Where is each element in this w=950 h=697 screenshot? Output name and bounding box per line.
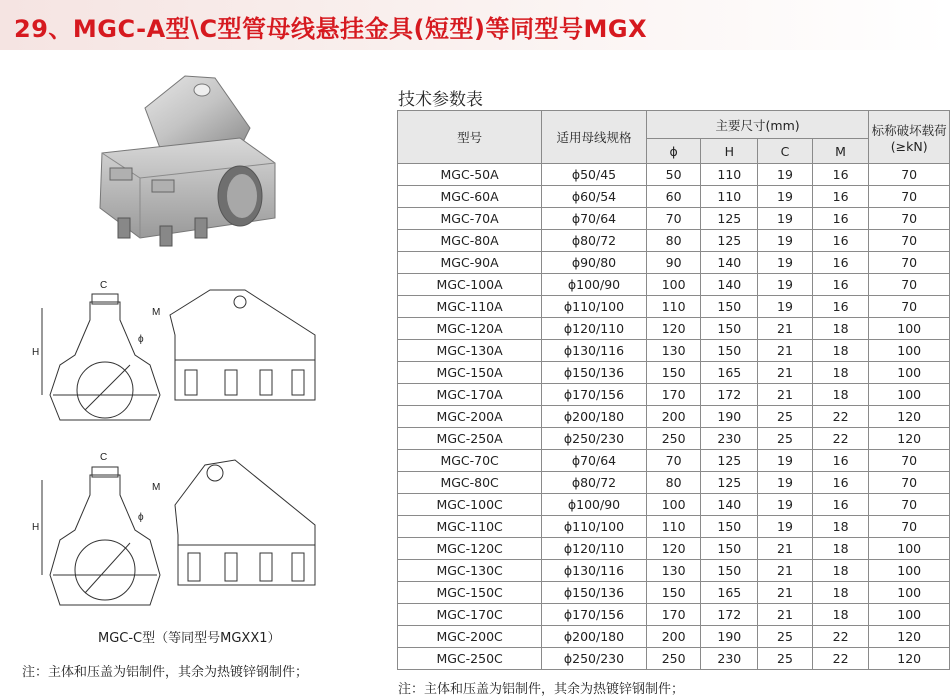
cell-h: 140	[701, 252, 758, 274]
cell-m: 18	[812, 582, 869, 604]
cell-busbar: ϕ90/80	[542, 252, 647, 274]
cell-h: 150	[701, 516, 758, 538]
title-banner	[0, 0, 950, 50]
cell-c: 25	[758, 626, 813, 648]
cell-phi: 50	[646, 164, 701, 186]
cell-m: 18	[812, 538, 869, 560]
cell-model: MGC-200C	[398, 626, 542, 648]
cell-busbar: ϕ70/64	[542, 450, 647, 472]
table-row	[398, 494, 950, 516]
cell-m: 16	[812, 296, 869, 318]
dim-h-label: H	[32, 347, 40, 358]
cell-load: 100	[869, 604, 950, 626]
cell-phi: 120	[646, 318, 701, 340]
cell-c: 25	[758, 428, 813, 450]
cell-h: 172	[701, 384, 758, 406]
cell-load: 70	[869, 208, 950, 230]
cell-c: 19	[758, 208, 813, 230]
cell-m: 16	[812, 274, 869, 296]
note-left: 注：主体和压盖为铝制件，其余为热镀锌钢制件；	[22, 665, 309, 680]
cell-model: MGC-80C	[398, 472, 542, 494]
dim-m-label-2: M	[152, 482, 161, 493]
cell-h: 110	[701, 164, 758, 186]
cell-model: MGC-120C	[398, 538, 542, 560]
cell-model: MGC-170A	[398, 384, 542, 406]
table-row	[398, 648, 950, 670]
table-row	[398, 164, 950, 186]
cell-phi: 80	[646, 472, 701, 494]
cell-load: 120	[869, 406, 950, 428]
cell-phi: 150	[646, 362, 701, 384]
dim-c-label-2: C	[100, 452, 108, 463]
cell-model: MGC-70A	[398, 208, 542, 230]
cell-m: 22	[812, 648, 869, 670]
cell-phi: 90	[646, 252, 701, 274]
drawing-caption: MGC-C型（等同型号MGXX1）	[98, 631, 281, 646]
cell-model: MGC-130C	[398, 560, 542, 582]
drawing-c-type	[30, 445, 330, 620]
table-row	[398, 406, 950, 428]
cell-load: 100	[869, 384, 950, 406]
cell-load: 100	[869, 362, 950, 384]
cell-c: 21	[758, 604, 813, 626]
cell-phi: 60	[646, 186, 701, 208]
cell-c: 25	[758, 406, 813, 428]
cell-busbar: ϕ110/100	[542, 516, 647, 538]
header-h: H	[701, 139, 758, 164]
table-row	[398, 362, 950, 384]
cell-model: MGC-110A	[398, 296, 542, 318]
cell-phi: 100	[646, 274, 701, 296]
cell-load: 70	[869, 252, 950, 274]
cell-h: 140	[701, 274, 758, 296]
cell-load: 70	[869, 494, 950, 516]
table-row	[398, 340, 950, 362]
cell-h: 150	[701, 296, 758, 318]
cell-phi: 170	[646, 384, 701, 406]
table-row	[398, 560, 950, 582]
cell-h: 230	[701, 648, 758, 670]
cell-c: 19	[758, 252, 813, 274]
cell-busbar: ϕ50/45	[542, 164, 647, 186]
cell-model: MGC-100C	[398, 494, 542, 516]
spec-table	[397, 110, 950, 670]
cell-m: 22	[812, 626, 869, 648]
table-row	[398, 384, 950, 406]
cell-c: 19	[758, 230, 813, 252]
cell-h: 140	[701, 494, 758, 516]
cell-phi: 110	[646, 516, 701, 538]
cell-busbar: ϕ200/180	[542, 626, 647, 648]
header-model: 型号	[398, 111, 542, 164]
cell-c: 19	[758, 274, 813, 296]
cell-busbar: ϕ120/110	[542, 538, 647, 560]
cell-phi: 130	[646, 560, 701, 582]
cell-busbar: ϕ130/116	[542, 340, 647, 362]
cell-model: MGC-110C	[398, 516, 542, 538]
table-row	[398, 296, 950, 318]
cell-busbar: ϕ250/230	[542, 648, 647, 670]
cell-m: 16	[812, 450, 869, 472]
dim-m-label: M	[152, 307, 161, 318]
table-row	[398, 472, 950, 494]
table-row	[398, 274, 950, 296]
header-phi: ϕ	[646, 139, 701, 164]
table-row	[398, 582, 950, 604]
cell-phi: 70	[646, 208, 701, 230]
cell-c: 21	[758, 340, 813, 362]
cell-c: 19	[758, 494, 813, 516]
cell-m: 18	[812, 340, 869, 362]
cell-h: 110	[701, 186, 758, 208]
cell-load: 100	[869, 582, 950, 604]
cell-m: 16	[812, 164, 869, 186]
cell-busbar: ϕ170/156	[542, 384, 647, 406]
cell-model: MGC-250A	[398, 428, 542, 450]
cell-load: 70	[869, 186, 950, 208]
cell-busbar: ϕ170/156	[542, 604, 647, 626]
note-right: 注：主体和压盖为铝制件，其余为热镀锌钢制件；	[398, 682, 685, 697]
cell-model: MGC-200A	[398, 406, 542, 428]
cell-h: 150	[701, 560, 758, 582]
table-row	[398, 604, 950, 626]
cell-model: MGC-170C	[398, 604, 542, 626]
cell-busbar: ϕ250/230	[542, 428, 647, 450]
cell-h: 190	[701, 626, 758, 648]
cell-m: 18	[812, 516, 869, 538]
cell-load: 120	[869, 626, 950, 648]
table-row	[398, 208, 950, 230]
cell-h: 150	[701, 538, 758, 560]
spec-table-body	[398, 164, 950, 670]
cell-phi: 250	[646, 648, 701, 670]
cell-h: 150	[701, 318, 758, 340]
cell-model: MGC-60A	[398, 186, 542, 208]
header-dims: 主要尺寸(mm)	[646, 111, 869, 139]
cell-m: 18	[812, 604, 869, 626]
cell-model: MGC-120A	[398, 318, 542, 340]
cell-busbar: ϕ200/180	[542, 406, 647, 428]
table-row	[398, 186, 950, 208]
cell-model: MGC-90A	[398, 252, 542, 274]
cell-h: 190	[701, 406, 758, 428]
dim-h-label-2: H	[32, 522, 40, 533]
cell-phi: 80	[646, 230, 701, 252]
cell-phi: 110	[646, 296, 701, 318]
cell-h: 172	[701, 604, 758, 626]
product-photo	[90, 68, 285, 253]
cell-model: MGC-80A	[398, 230, 542, 252]
cell-model: MGC-150A	[398, 362, 542, 384]
cell-m: 22	[812, 428, 869, 450]
cell-c: 21	[758, 362, 813, 384]
table-title: 技术参数表	[398, 90, 483, 110]
cell-busbar: ϕ150/136	[542, 362, 647, 384]
page-title: 29、MGC-A型\C型管母线悬挂金具(短型)等同型号MGX	[14, 15, 648, 43]
cell-h: 125	[701, 450, 758, 472]
cell-c: 25	[758, 648, 813, 670]
cell-busbar: ϕ130/116	[542, 560, 647, 582]
cell-busbar: ϕ70/64	[542, 208, 647, 230]
table-row	[398, 516, 950, 538]
dim-phi-label-2: ϕ	[138, 512, 144, 523]
cell-c: 21	[758, 582, 813, 604]
cell-c: 21	[758, 538, 813, 560]
cell-model: MGC-70C	[398, 450, 542, 472]
cell-m: 18	[812, 384, 869, 406]
cell-model: MGC-150C	[398, 582, 542, 604]
cell-load: 120	[869, 428, 950, 450]
cell-c: 19	[758, 472, 813, 494]
cell-phi: 150	[646, 582, 701, 604]
header-m: M	[812, 139, 869, 164]
cell-load: 100	[869, 538, 950, 560]
cell-busbar: ϕ120/110	[542, 318, 647, 340]
cell-phi: 100	[646, 494, 701, 516]
cell-model: MGC-130A	[398, 340, 542, 362]
table-row	[398, 450, 950, 472]
cell-m: 18	[812, 318, 869, 340]
cell-load: 70	[869, 164, 950, 186]
cell-phi: 200	[646, 406, 701, 428]
cell-model: MGC-100A	[398, 274, 542, 296]
cell-phi: 170	[646, 604, 701, 626]
cell-m: 16	[812, 252, 869, 274]
cell-c: 21	[758, 384, 813, 406]
cell-h: 165	[701, 362, 758, 384]
cell-m: 16	[812, 208, 869, 230]
cell-load: 70	[869, 296, 950, 318]
cell-m: 22	[812, 406, 869, 428]
cell-c: 19	[758, 164, 813, 186]
table-row	[398, 252, 950, 274]
table-row	[398, 538, 950, 560]
cell-c: 21	[758, 318, 813, 340]
cell-phi: 200	[646, 626, 701, 648]
cell-busbar: ϕ60/54	[542, 186, 647, 208]
cell-m: 16	[812, 494, 869, 516]
cell-h: 150	[701, 340, 758, 362]
cell-model: MGC-250C	[398, 648, 542, 670]
cell-h: 125	[701, 230, 758, 252]
cell-m: 18	[812, 362, 869, 384]
header-c: C	[758, 139, 813, 164]
cell-load: 70	[869, 230, 950, 252]
cell-c: 19	[758, 450, 813, 472]
cell-h: 230	[701, 428, 758, 450]
cell-busbar: ϕ100/90	[542, 274, 647, 296]
cell-c: 19	[758, 516, 813, 538]
cell-load: 70	[869, 450, 950, 472]
cell-phi: 250	[646, 428, 701, 450]
dim-phi-label: ϕ	[138, 334, 144, 345]
cell-phi: 70	[646, 450, 701, 472]
table-row	[398, 318, 950, 340]
cell-load: 70	[869, 472, 950, 494]
cell-load: 70	[869, 274, 950, 296]
cell-c: 19	[758, 296, 813, 318]
header-load: 标称破坏载荷(≥kN)	[869, 111, 950, 164]
cell-busbar: ϕ80/72	[542, 230, 647, 252]
cell-m: 16	[812, 230, 869, 252]
cell-h: 125	[701, 472, 758, 494]
table-row	[398, 626, 950, 648]
table-row	[398, 428, 950, 450]
header-busbar: 适用母线规格	[542, 111, 647, 164]
cell-busbar: ϕ100/90	[542, 494, 647, 516]
cell-load: 100	[869, 318, 950, 340]
cell-load: 100	[869, 560, 950, 582]
cell-busbar: ϕ110/100	[542, 296, 647, 318]
cell-m: 16	[812, 472, 869, 494]
cell-c: 21	[758, 560, 813, 582]
cell-m: 18	[812, 560, 869, 582]
drawing-a-type	[30, 280, 330, 430]
table-row	[398, 230, 950, 252]
cell-model: MGC-50A	[398, 164, 542, 186]
cell-busbar: ϕ80/72	[542, 472, 647, 494]
cell-phi: 130	[646, 340, 701, 362]
cell-load: 70	[869, 516, 950, 538]
cell-load: 100	[869, 340, 950, 362]
cell-load: 120	[869, 648, 950, 670]
cell-c: 19	[758, 186, 813, 208]
cell-phi: 120	[646, 538, 701, 560]
cell-h: 165	[701, 582, 758, 604]
cell-h: 125	[701, 208, 758, 230]
cell-m: 16	[812, 186, 869, 208]
cell-busbar: ϕ150/136	[542, 582, 647, 604]
dim-c-label: C	[100, 280, 108, 291]
